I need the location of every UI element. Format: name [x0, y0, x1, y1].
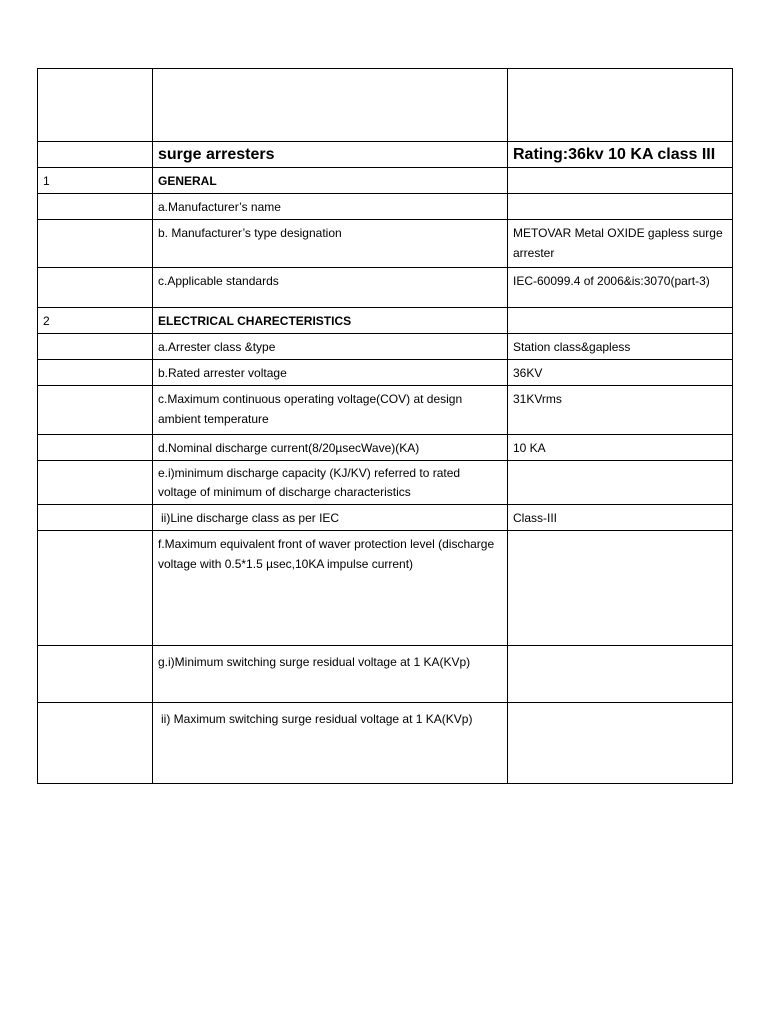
surge-arrester-spec-table	[37, 68, 733, 784]
table-title-text: surge arresters	[158, 146, 275, 163]
row-number	[38, 505, 153, 531]
row-item: ii) Maximum switching surge residual voltage at 1 KA(KVp)	[153, 703, 508, 784]
row-number	[38, 531, 153, 646]
row-value	[508, 531, 733, 646]
row-number	[38, 194, 153, 220]
row-item: a.Manufacturer’s name	[153, 194, 508, 220]
table-row	[38, 168, 733, 194]
rating-text: Rating:36kv 10 KA class III	[513, 146, 716, 163]
table-row	[38, 461, 733, 505]
table-title	[153, 142, 508, 168]
row-value	[508, 194, 733, 220]
section-heading: ELECTRICAL CHARECTERISTICS	[153, 308, 508, 334]
title-row	[38, 142, 733, 168]
table-row	[38, 360, 733, 386]
row-number	[38, 435, 153, 461]
row-number	[38, 268, 153, 308]
table-row	[38, 505, 733, 531]
row-value: 31KVrms	[508, 386, 733, 435]
row-number	[38, 703, 153, 784]
table-cell-empty	[508, 69, 733, 142]
row-item: d.Nominal discharge current(8/20µsecWave)(KA)	[153, 435, 508, 461]
row-item: c.Maximum continuous operating voltage(COV) at design ambient temperature	[153, 386, 508, 435]
empty-header-row	[38, 69, 733, 142]
row-value: Class-III	[508, 505, 733, 531]
row-number	[38, 334, 153, 360]
row-value	[508, 461, 733, 505]
row-number	[38, 461, 153, 505]
row-value: Station class&gapless	[508, 334, 733, 360]
row-item: c.Applicable standards	[153, 268, 508, 308]
row-number: 2	[38, 308, 153, 334]
row-item: e.i)minimum discharge capacity (KJ/KV) referred to rated voltage of minimum of discharge characteristics	[153, 461, 508, 505]
row-value: 36KV	[508, 360, 733, 386]
table-row	[38, 386, 733, 435]
table-row	[38, 308, 733, 334]
row-item: ii)Line discharge class as per IEC	[153, 505, 508, 531]
table-row	[38, 220, 733, 268]
row-number	[38, 220, 153, 268]
table-cell-empty	[38, 69, 153, 142]
row-value: METOVAR Metal OXIDE gapless surge arrester	[508, 220, 733, 268]
row-item: b.Rated arrester voltage	[153, 360, 508, 386]
row-value: 10 KA	[508, 435, 733, 461]
row-number	[38, 360, 153, 386]
row-value: IEC-60099.4 of 2006&is:3070(part-3)	[508, 268, 733, 308]
row-number	[38, 386, 153, 435]
table-row	[38, 435, 733, 461]
table-row	[38, 334, 733, 360]
table-row	[38, 194, 733, 220]
row-number	[38, 646, 153, 703]
table-cell-empty	[38, 142, 153, 168]
row-item: b. Manufacturer’s type designation	[153, 220, 508, 268]
section-heading: GENERAL	[153, 168, 508, 194]
table-cell-empty	[153, 69, 508, 142]
row-value	[508, 703, 733, 784]
table-row	[38, 646, 733, 703]
row-value	[508, 308, 733, 334]
rating-cell	[508, 142, 733, 168]
row-item: g.i)Minimum switching surge residual voltage at 1 KA(KVp)	[153, 646, 508, 703]
row-item: a.Arrester class &type	[153, 334, 508, 360]
table-row	[38, 703, 733, 784]
table-row	[38, 268, 733, 308]
row-value	[508, 168, 733, 194]
table-row	[38, 531, 733, 646]
row-number: 1	[38, 168, 153, 194]
row-value	[508, 646, 733, 703]
row-item: f.Maximum equivalent front of waver protection level (discharge voltage with 0.5*1.5 µsec,10KA impulse current)	[153, 531, 508, 646]
